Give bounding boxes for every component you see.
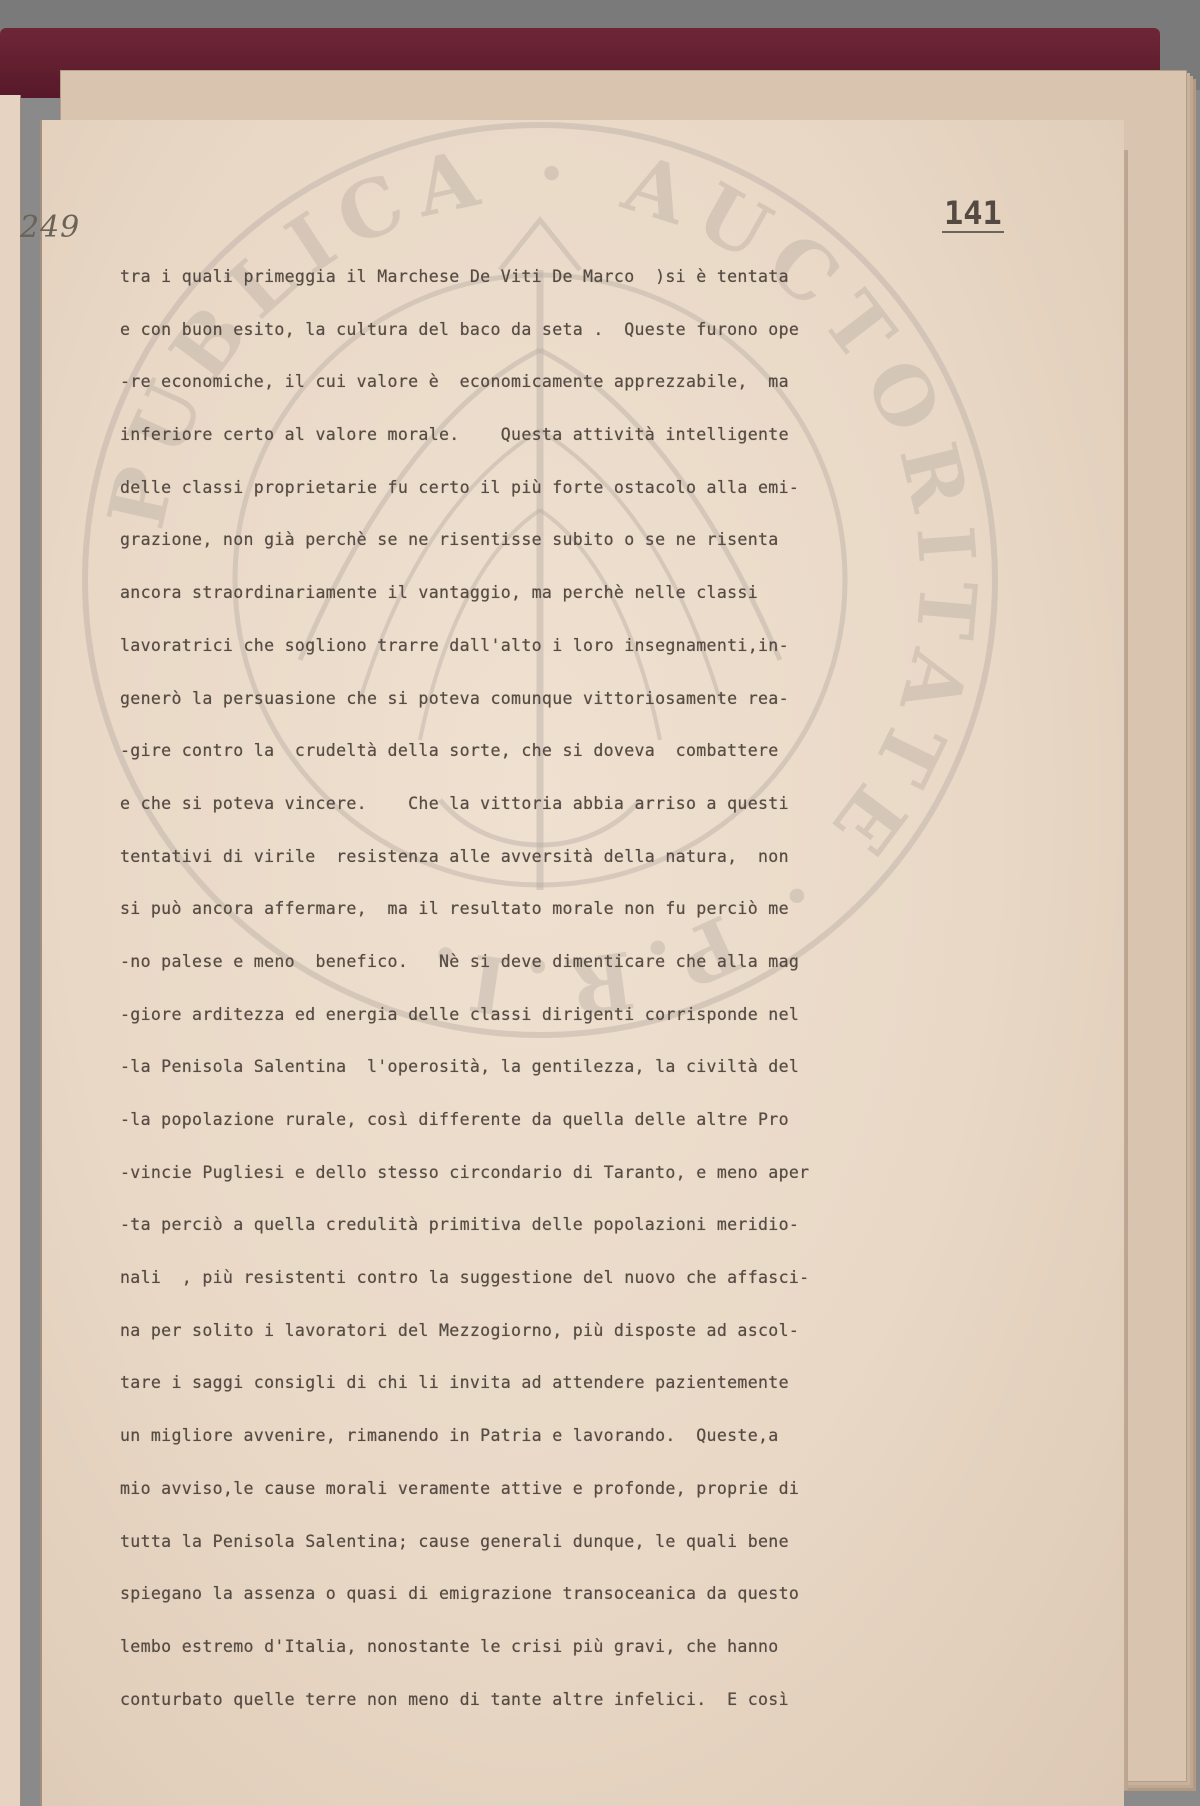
text-line: e con buon esito, la cultura del baco da seta . Queste furono ope (120, 319, 800, 339)
text-line: spiegano la assenza o quasi di emigrazione transoceanica da questo (120, 1584, 800, 1604)
text-line: conturbato quelle terre non meno di tante altre infelici. E così (120, 1689, 789, 1709)
text-line: -vincie Pugliesi e dello stesso circondario di Taranto, e meno aper (120, 1162, 810, 1182)
text-line: -re economiche, il cui valore è economicamente apprezzabile, ma (120, 372, 789, 392)
text-line: tare i saggi consigli di chi li invita ad attendere pazientemente (120, 1373, 789, 1393)
text-line: generò la persuasione che si poteva comunque vittoriosamente rea- (120, 688, 789, 708)
text-line: lembo estremo d'Italia, nonostante le crisi più gravi, che hanno (120, 1636, 779, 1656)
text-line: ancora straordinariamente il vantaggio, ma perchè nelle classi (120, 583, 758, 603)
text-line: -no palese e meno benefico. Nè si deve dimenticare che alla mag (120, 951, 800, 971)
margin-handwritten-number: 249 (20, 210, 81, 245)
text-line: lavoratrici che sogliono trarre dall'alto i loro insegnamenti,in- (120, 635, 789, 655)
text-line: nali , più resistenti contro la suggestione del nuovo che affasci- (120, 1268, 810, 1288)
text-line: delle classi proprietarie fu certo il più forte ostacolo alla emi- (120, 477, 800, 497)
text-line: -la Penisola Salentina l'operosità, la gentilezza, la civiltà del (120, 1057, 800, 1077)
text-line: na per solito i lavoratori del Mezzogiorno, più disposte ad ascol- (120, 1320, 800, 1340)
text-line: inferiore certo al valore morale. Questa attività intelligente (120, 425, 789, 445)
text-line: -la popolazione rurale, così differente da quella delle altre Pro (120, 1110, 789, 1129)
text-line: -gire contro la crudeltà della sorte, che si doveva combattere (120, 741, 779, 761)
text-line: tentativi di virile resistenza alle avversità della natura, non (120, 846, 789, 866)
text-line: -ta perciò a quella credulità primitiva delle popolazioni meridio- (120, 1215, 800, 1235)
page-number: 141 (944, 194, 1002, 232)
text-line: si può ancora affermare, ma il resultato morale non fu perciò me (120, 899, 789, 919)
text-line: tra i quali primeggia il Marchese De Viti De Marco )si è tentata (120, 267, 789, 286)
text-line: -giore arditezza ed energia delle classi dirigenti corrisponde nel (120, 1004, 800, 1024)
typed-text-body (120, 262, 1000, 1737)
text-line: e che si poteva vincere. Che la vittoria abbia arriso a questi (120, 793, 789, 813)
text-line: un migliore avvenire, rimanendo in Patria e lavorando. Queste,a (120, 1426, 779, 1446)
text-line: mio avviso,le cause morali veramente attive e profonde, proprie di (120, 1478, 800, 1498)
text-line: tutta la Penisola Salentina; cause generali dunque, le quali bene (120, 1531, 789, 1551)
left-page-edge (0, 95, 21, 1806)
seal-text: PUBLICA · AUCTORITATE · P.R.I. (91, 127, 994, 1034)
text-line: grazione, non già perchè se ne risentisse subito o se ne risenta (120, 530, 779, 550)
